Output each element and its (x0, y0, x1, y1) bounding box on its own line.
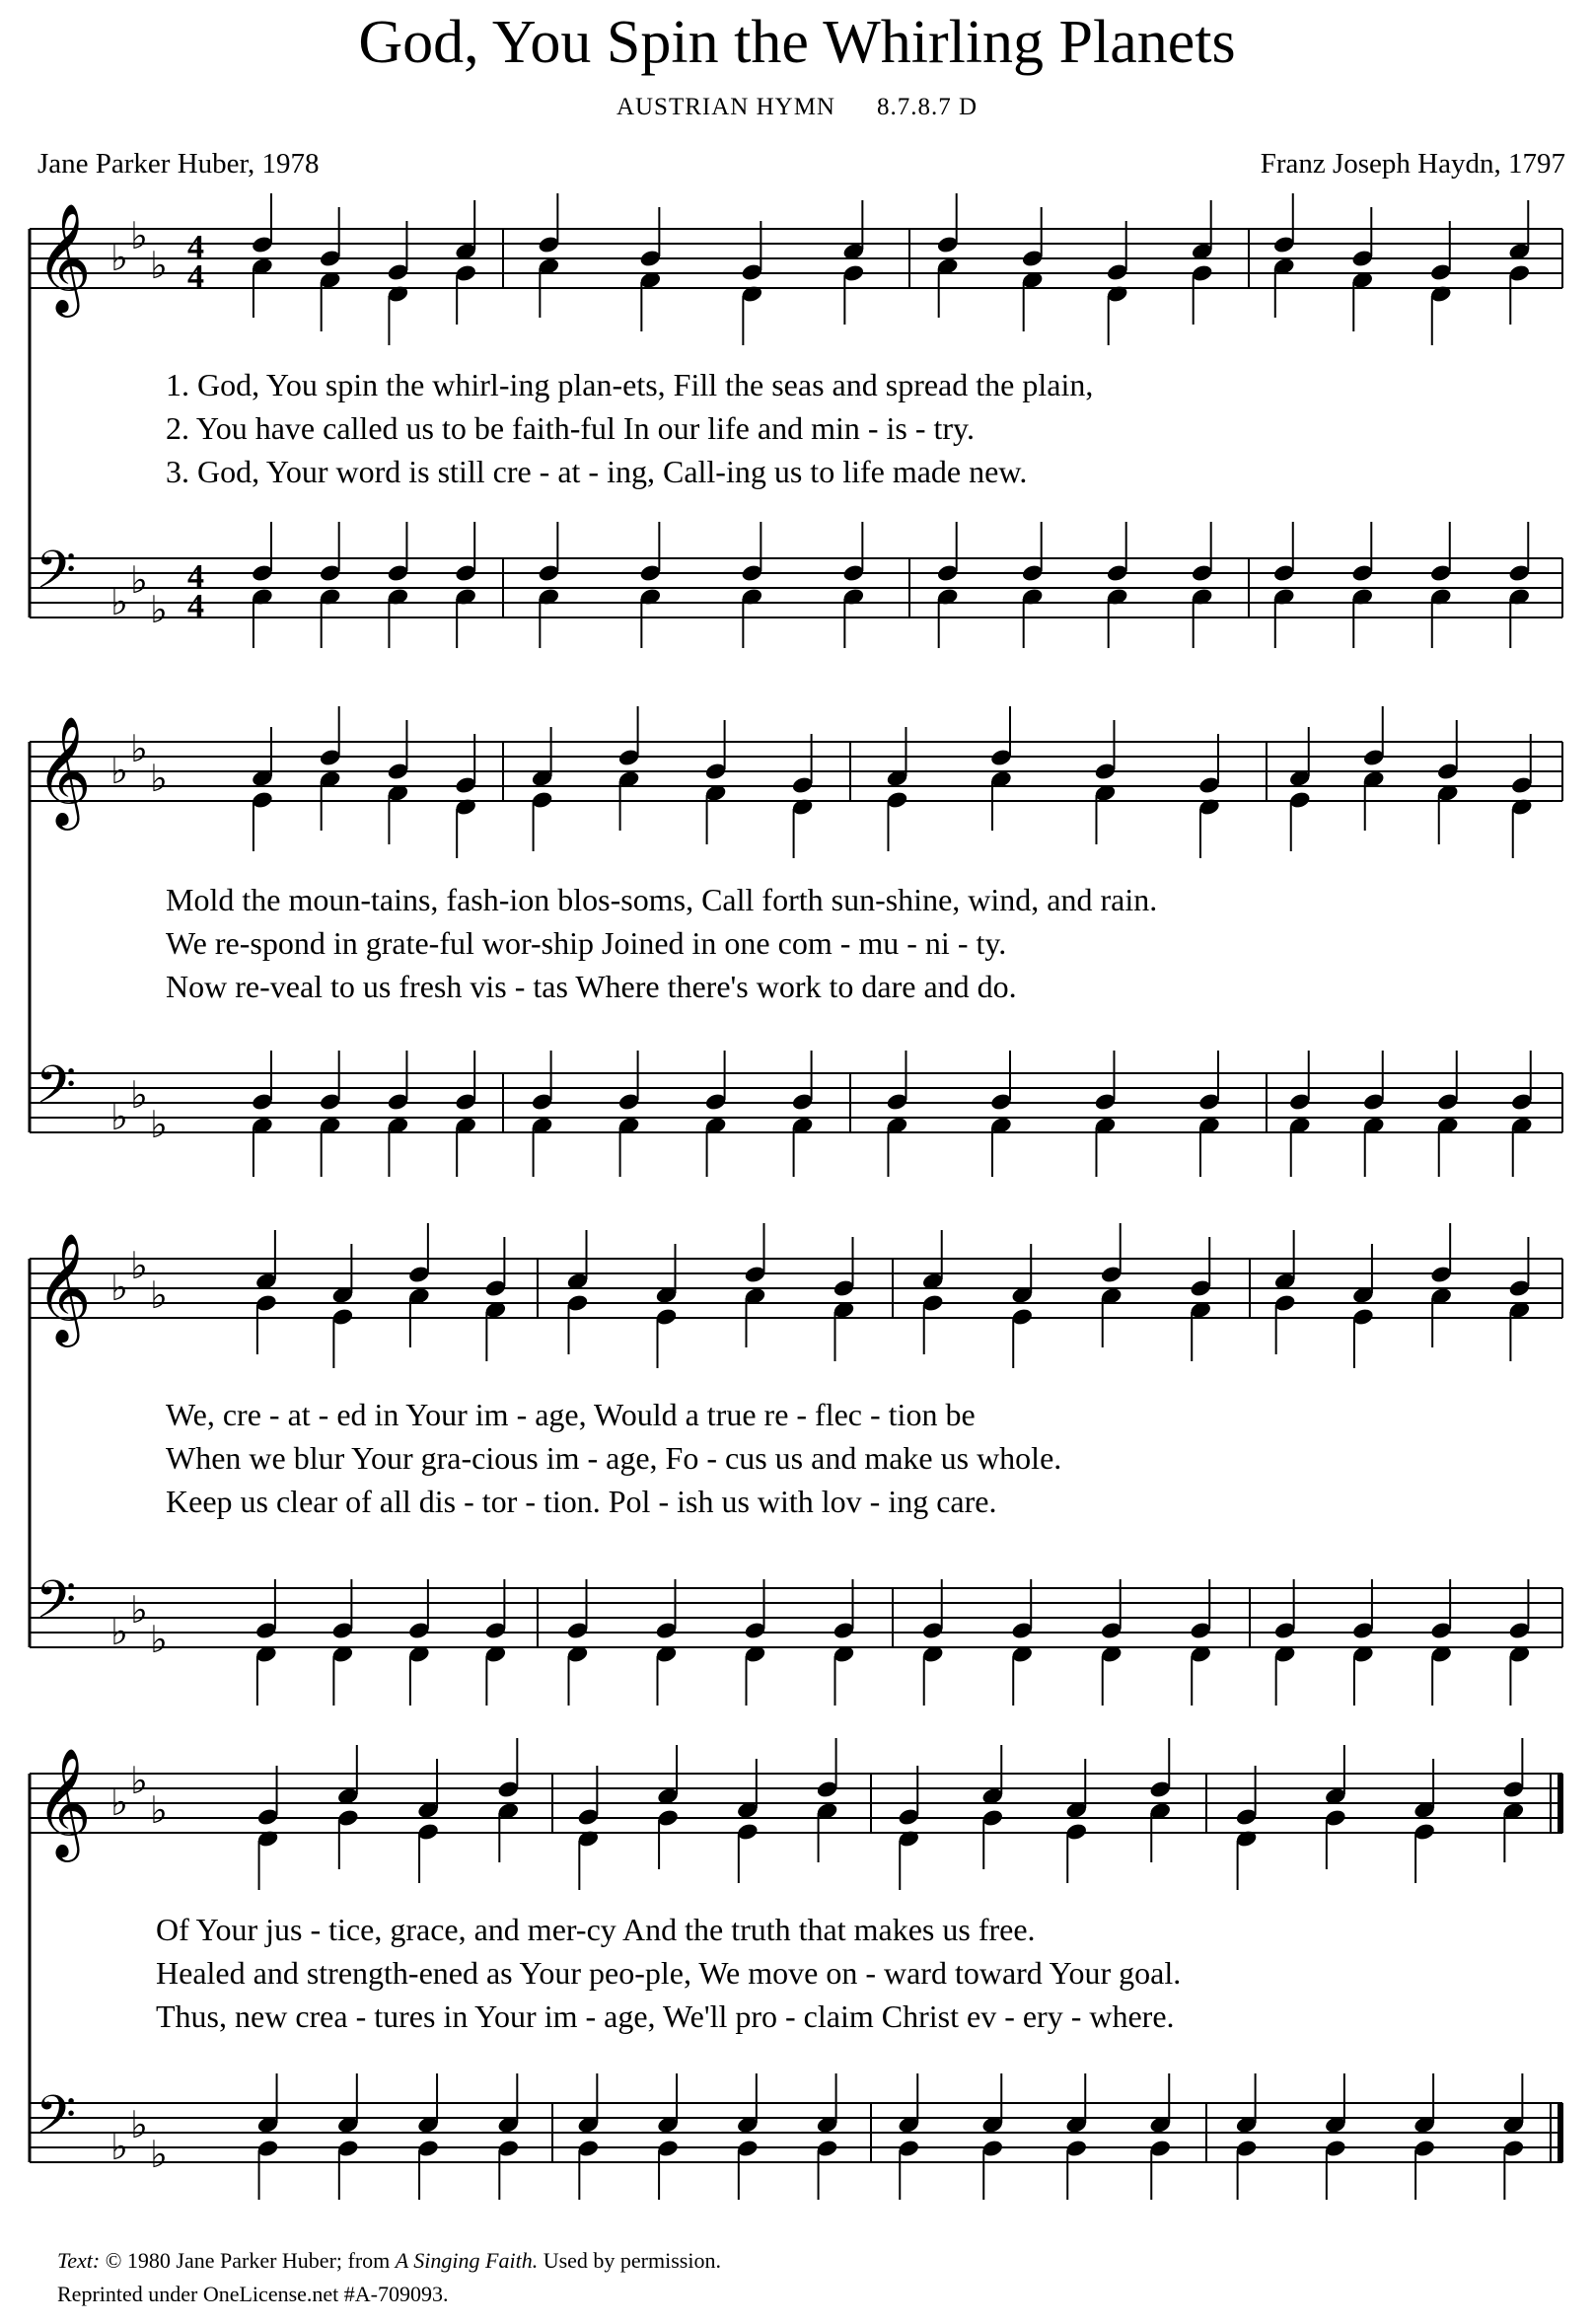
bass-clef: 𝄢 (36, 541, 77, 614)
flat-sign: ♭ (150, 1618, 168, 1661)
flat-sign: ♭ (150, 1103, 168, 1146)
lyric-line: 2. You have called us to be faith-ful In our life and min - is - try. (166, 410, 975, 446)
bass-clef: 𝄢 (36, 2085, 77, 2158)
flat-sign: ♭ (110, 1780, 128, 1824)
license-line: Reprinted under OneLicense.net #A-709093. (57, 2282, 449, 2306)
lyric-line: Mold the moun-tains, fash-ion blos-soms, Call forth sun-shine, wind, and rain. (166, 882, 1158, 917)
flat-sign: ♭ (110, 236, 128, 279)
time-sig: 4 (187, 558, 204, 595)
bass-clef: 𝄢 (36, 1570, 77, 1643)
meter: 8.7.8.7 D (876, 94, 978, 120)
time-sig: 4 (187, 229, 204, 265)
copyright-line (57, 2248, 721, 2274)
flat-sign: ♭ (130, 727, 148, 770)
flat-sign: ♭ (110, 1266, 128, 1309)
copyright-b: Used by permission. (543, 2248, 721, 2273)
flat-sign: ♭ (130, 1244, 148, 1287)
lyric-line: Thus, new crea - tures in Your im - age, We'll pro - claim Christ ev - ery - where. (156, 1998, 1175, 2034)
time-sig: 4 (187, 588, 204, 624)
lyric-line: We, cre - at - ed in Your im - age, Would a true re - flec - tion be (166, 1397, 976, 1432)
flat-sign: ♭ (110, 749, 128, 792)
flat-sign: ♭ (110, 1095, 128, 1138)
text-author: Jane Parker Huber, 1978 (37, 148, 320, 180)
composer: Franz Joseph Haydn, 1797 (1260, 148, 1565, 180)
flat-sign: ♭ (130, 1588, 148, 1632)
flat-sign: ♭ (110, 580, 128, 623)
lyric-line: Now re-veal to us fresh vis - tas Where there's work to dare and do. (166, 969, 1017, 1004)
flat-sign: ♭ (150, 2133, 168, 2176)
flat-sign: ♭ (150, 757, 168, 800)
lyric-line: Healed and strength-ened as Your peo-ple, We move on - ward toward Your goal. (156, 1955, 1182, 1991)
flat-sign: ♭ (130, 558, 148, 602)
time-sig: 4 (187, 258, 204, 295)
hymn-title: God, You Spin the Whirling Planets (358, 9, 1236, 76)
treble-clef: 𝄞 (36, 715, 92, 826)
treble-clef: 𝄞 (36, 202, 92, 313)
copyright-a: © 1980 Jane Parker Huber; from (105, 2248, 391, 2273)
lyric-line: Keep us clear of all dis - tor - tion. Pol - ish us with lov - ing care. (166, 1484, 997, 1519)
lyric-line: When we blur Your gra-cious im - age, Fo - cus us and make us whole. (166, 1440, 1062, 1476)
flat-sign: ♭ (150, 588, 168, 631)
lyric-line: 3. God, Your word is still cre - at - ing, Call-ing us to life made new. (166, 454, 1028, 489)
book-title: A Singing Faith. (395, 2248, 539, 2273)
treble-clef: 𝄞 (36, 1232, 92, 1343)
flat-sign: ♭ (130, 1073, 148, 1117)
lyric-line: We re-spond in grate-ful wor-ship Joined in one com - mu - ni - ty. (166, 925, 1007, 961)
flat-sign: ♭ (130, 1759, 148, 1802)
lyric-line: 1. God, You spin the whirl-ing plan-ets, Fill the seas and spread the plain, (166, 367, 1094, 402)
flat-sign: ♭ (150, 1273, 168, 1317)
flat-sign: ♭ (130, 2103, 148, 2146)
flat-sign: ♭ (150, 244, 168, 287)
text-label: Text: (57, 2248, 101, 2273)
flat-sign: ♭ (110, 2125, 128, 2168)
lyric-line: Of Your jus - tice, grace, and mer-cy And the truth that makes us free. (156, 1912, 1036, 1947)
tune-name: AUSTRIAN HYMN (616, 94, 835, 120)
bass-clef: 𝄢 (36, 1055, 77, 1128)
flat-sign: ♭ (130, 214, 148, 257)
treble-clef: 𝄞 (36, 1747, 92, 1857)
flat-sign: ♭ (150, 1788, 168, 1832)
flat-sign: ♭ (110, 1610, 128, 1653)
